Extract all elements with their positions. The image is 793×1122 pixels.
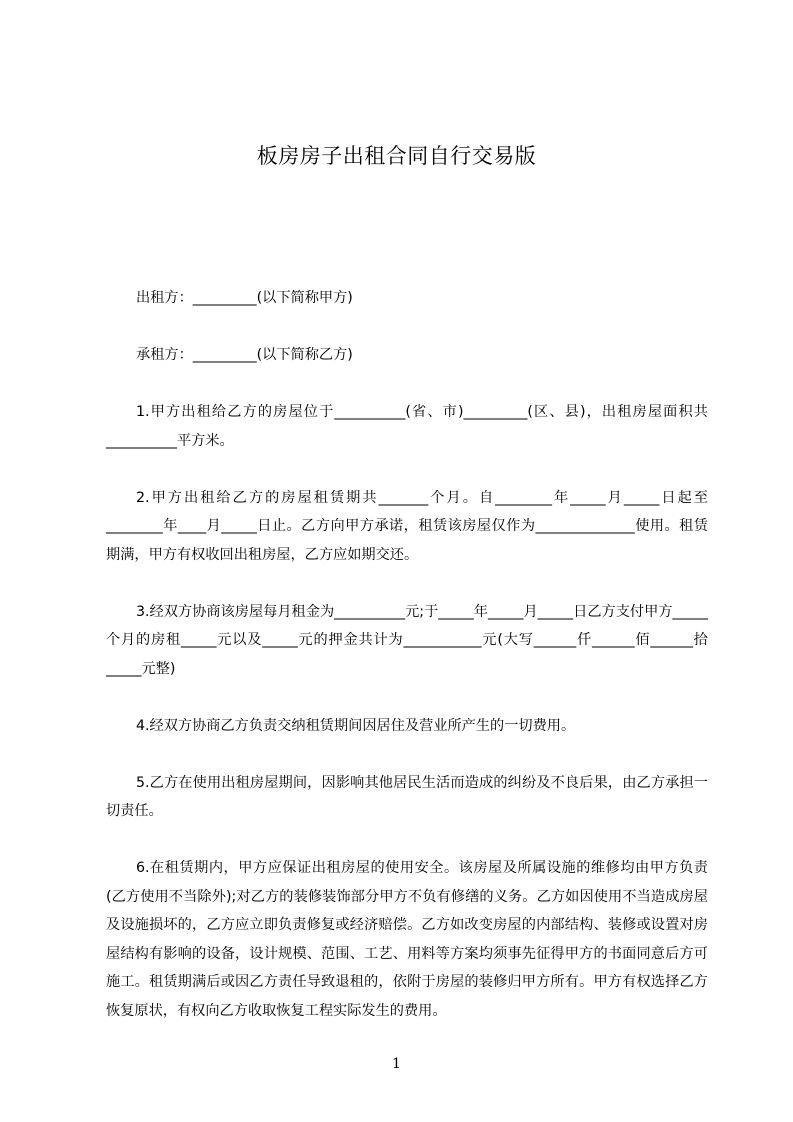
clause-1: 1.甲方出租给乙方的房屋位于__________(省、市)_________(区、县)，出租房屋面积共__________平方米。 — [106, 404, 708, 449]
clause-3: 3.经双方协商该房屋每月租金为__________元;于_____年_____月_____日乙方支付甲方_____个月的房租_____元以及_____元的押金共计为___________元(大写______仟______佰______拾_____元整) — [106, 603, 708, 677]
document-title: 板房房子出租合同自行交易版 — [256, 144, 537, 168]
lessor-line: 出租方：_________(以下简称甲方) — [136, 290, 353, 306]
clause-4: 4.经双方协商乙方负责交纳租赁期间因居住及营业所产生的一切费用。 — [136, 717, 576, 734]
contract-body — [106, 284, 708, 1025]
clause-2: 2.甲方出租给乙方的房屋租赁期共_______个月。自________年_____月_____日起至________年____月_____日止。乙方向甲方承诺，租赁该房屋仅作为______________使用。租赁期满，甲方有权收回出租房屋，乙方应如期交还。 — [106, 489, 708, 563]
clause-6: 6.在租赁期内，甲方应保证出租房屋的使用安全。该房屋及所属设施的维修均由甲方负责(乙方使用不当除外);对乙方的装修装饰部分甲方不负有修缮的义务。乙方如因使用不当造成房屋及设施损坏的，乙方应立即负责修复或经济赔偿。乙方如改变房屋的内部结构、装修或设置对房屋结构有影响的设备，设计规模、范围、工艺、用料等方案均须事先征得甲方的书面同意后方可施工。租赁期满后或因乙方责任导致退租的，依附于房屋的装修归甲方所有。甲方有权选择乙方恢复原状，有权向乙方收取恢复工程实际发生的费用。 — [106, 860, 708, 1019]
clause-5: 5.乙方在使用出租房屋期间，因影响其他居民生活而造成的纠纷及不良后果，由乙方承担一切责任。 — [106, 774, 708, 819]
page-number: 1 — [392, 1056, 401, 1072]
lessee-line: 承租方：_________(以下简称乙方) — [136, 347, 353, 363]
